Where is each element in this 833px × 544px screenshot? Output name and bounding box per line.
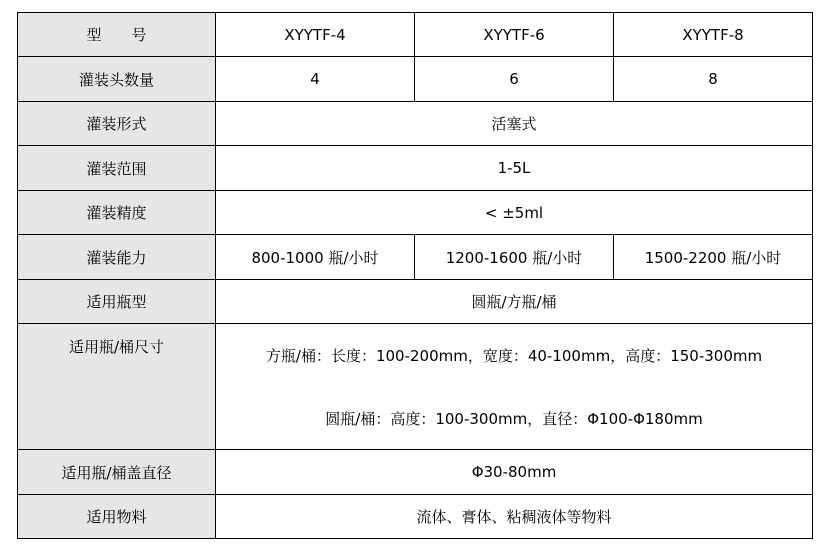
spec-table [17,12,813,539]
heads-cell-2: 6 [415,57,614,102]
square-bottle-size: 方瓶/桶：长度：100-200mm，宽度：40-100mm，高度：150-300mm [265,346,763,365]
range-value: 1-5L [216,146,813,191]
bottle-size-value [216,324,813,450]
row-label-material: 适用物料 [18,495,216,539]
accuracy-value: < ±5ml [216,191,813,235]
row-label-model: 型 号 [18,13,216,57]
row-label-cap-diameter: 适用瓶/桶盖直径 [18,450,216,495]
row-label-accuracy: 灌装精度 [18,191,216,235]
table-row-bottle-type [18,280,813,324]
bottle-size-lines [216,345,812,429]
cap-diameter-value: Φ30-80mm [216,450,813,495]
row-label-bottle-size: 适用瓶/桶尺寸 [18,324,216,450]
row-label-bottle-type: 适用瓶型 [18,280,216,324]
row-label-range: 灌装范围 [18,146,216,191]
table-row-form [18,102,813,146]
table-row-material [18,495,813,539]
table-row-range [18,146,813,191]
table-row-accuracy [18,191,813,235]
heads-cell-3: 8 [614,57,813,102]
table-row-capacity [18,235,813,280]
table-row-heads [18,57,813,102]
row-label-form: 灌装形式 [18,102,216,146]
table-row-model [18,13,813,57]
capacity-cell-2: 1200-1600 瓶/小时 [415,235,614,280]
heads-cell-1: 4 [216,57,415,102]
form-value: 活塞式 [216,102,813,146]
material-value: 流体、膏体、粘稠液体等物料 [216,495,813,539]
table-row-cap-diameter [18,450,813,495]
round-bottle-size: 圆瓶/桶：高度：100-300mm，直径：Φ100-Φ180mm [325,409,703,428]
model-cell-2: XYYTF-6 [415,13,614,57]
table-row-bottle-size [18,324,813,450]
bottle-type-value: 圆瓶/方瓶/桶 [216,280,813,324]
capacity-cell-3: 1500-2200 瓶/小时 [614,235,813,280]
row-label-heads: 灌装头数量 [18,57,216,102]
row-label-capacity: 灌装能力 [18,235,216,280]
model-cell-3: XYYTF-8 [614,13,813,57]
model-cell-1: XYYTF-4 [216,13,415,57]
capacity-cell-1: 800-1000 瓶/小时 [216,235,415,280]
